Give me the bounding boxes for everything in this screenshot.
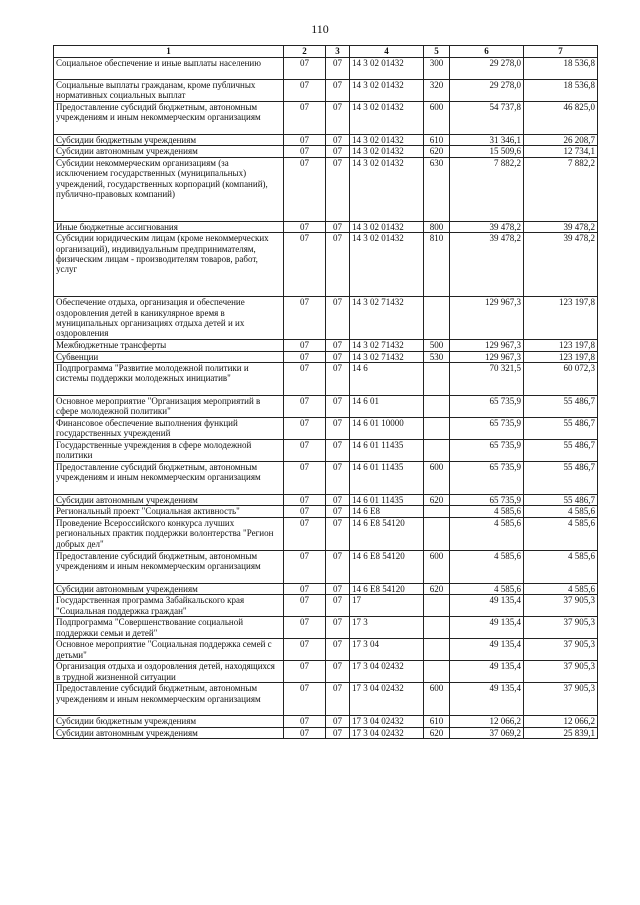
amount-plan: 49 135,4 <box>450 617 524 639</box>
expense-type-code: 610 <box>424 135 450 146</box>
subsection-code: 07 <box>326 683 350 716</box>
target-article-code: 14 6 01 10000 <box>350 418 424 440</box>
target-article-code: 14 6 E8 54120 <box>350 517 424 550</box>
target-article-code: 14 6 01 11435 <box>350 440 424 462</box>
target-article-code: 17 <box>350 595 424 617</box>
amount-plan: 39 478,2 <box>450 221 524 232</box>
target-article-code: 14 6 01 <box>350 396 424 418</box>
row-name: Субсидии автономным учреждениям <box>54 727 284 738</box>
subsection-code: 07 <box>326 396 350 418</box>
subsection-code: 07 <box>326 506 350 517</box>
amount-plan: 4 585,6 <box>450 550 524 583</box>
amount-actual: 4 585,6 <box>524 517 598 550</box>
expense-type-code: 610 <box>424 716 450 727</box>
amount-plan: 49 135,4 <box>450 639 524 661</box>
table-row <box>54 351 598 362</box>
section-code: 07 <box>284 58 326 80</box>
section-code: 07 <box>284 297 326 340</box>
target-article-code: 14 6 E8 <box>350 506 424 517</box>
expense-type-code: 800 <box>424 221 450 232</box>
subsection-code: 07 <box>326 102 350 135</box>
target-article-code: 14 6 <box>350 363 424 396</box>
amount-plan: 12 066,2 <box>450 716 524 727</box>
section-code: 07 <box>284 440 326 462</box>
amount-actual: 7 882,2 <box>524 157 598 221</box>
table-row <box>54 583 598 594</box>
section-code: 07 <box>284 683 326 716</box>
amount-actual: 37 905,3 <box>524 661 598 683</box>
table-row <box>54 233 598 297</box>
amount-actual: 60 072,3 <box>524 363 598 396</box>
amount-plan: 4 585,6 <box>450 517 524 550</box>
expense-type-code <box>424 418 450 440</box>
target-article-code: 17 3 04 02432 <box>350 727 424 738</box>
section-code: 07 <box>284 157 326 221</box>
row-name: Субвенции <box>54 351 284 362</box>
column-header: 3 <box>326 46 350 58</box>
section-code: 07 <box>284 351 326 362</box>
target-article-code: 14 3 02 71432 <box>350 351 424 362</box>
amount-plan: 31 346,1 <box>450 135 524 146</box>
section-code: 07 <box>284 639 326 661</box>
table-row <box>54 418 598 440</box>
section-code: 07 <box>284 146 326 157</box>
section-code: 07 <box>284 506 326 517</box>
section-code: 07 <box>284 583 326 594</box>
row-name: Предоставление субсидий бюджетным, автономным учреждениям и иным некоммерческим организациям <box>54 550 284 583</box>
subsection-code: 07 <box>326 595 350 617</box>
section-code: 07 <box>284 102 326 135</box>
row-name: Организация отдыха и оздоровления детей, находящихся в трудной жизненной ситуации <box>54 661 284 683</box>
section-code: 07 <box>284 617 326 639</box>
amount-actual: 26 208,7 <box>524 135 598 146</box>
table-row <box>54 157 598 221</box>
target-article-code: 17 3 04 <box>350 639 424 661</box>
expense-type-code <box>424 617 450 639</box>
expense-type-code <box>424 440 450 462</box>
target-article-code: 14 3 02 01432 <box>350 157 424 221</box>
section-code: 07 <box>284 340 326 351</box>
expense-type-code: 620 <box>424 495 450 506</box>
amount-actual: 4 585,6 <box>524 506 598 517</box>
table-row <box>54 727 598 738</box>
amount-actual: 55 486,7 <box>524 418 598 440</box>
amount-actual: 18 536,8 <box>524 80 598 102</box>
subsection-code: 07 <box>326 727 350 738</box>
expense-type-code <box>424 297 450 340</box>
column-header: 5 <box>424 46 450 58</box>
target-article-code: 14 3 02 01432 <box>350 102 424 135</box>
amount-plan: 37 069,2 <box>450 727 524 738</box>
expense-type-code: 620 <box>424 727 450 738</box>
amount-actual: 37 905,3 <box>524 683 598 716</box>
row-name: Основное мероприятие "Организация мероприятий в сфере молодежной политики" <box>54 396 284 418</box>
section-code: 07 <box>284 396 326 418</box>
subsection-code: 07 <box>326 617 350 639</box>
target-article-code: 17 3 04 02432 <box>350 661 424 683</box>
table-row <box>54 639 598 661</box>
subsection-code: 07 <box>326 661 350 683</box>
subsection-code: 07 <box>326 716 350 727</box>
target-article-code: 14 3 02 01432 <box>350 146 424 157</box>
section-code: 07 <box>284 595 326 617</box>
row-name: Субсидии юридическим лицам (кроме некоммерческих организаций), индивидуальным предпринимателям, физическим лицам - производителям товаров, работ, услуг <box>54 233 284 297</box>
expense-type-code: 620 <box>424 583 450 594</box>
table-body <box>54 58 598 739</box>
expense-type-code <box>424 595 450 617</box>
table-row <box>54 80 598 102</box>
row-name: Государственная программа Забайкальского края "Социальная поддержка граждан" <box>54 595 284 617</box>
table-row <box>54 297 598 340</box>
expense-type-code: 600 <box>424 462 450 495</box>
table-row <box>54 340 598 351</box>
amount-actual: 55 486,7 <box>524 462 598 495</box>
subsection-code: 07 <box>326 233 350 297</box>
target-article-code: 14 3 02 01432 <box>350 58 424 80</box>
expense-type-code: 600 <box>424 550 450 583</box>
expense-type-code <box>424 506 450 517</box>
subsection-code: 07 <box>326 297 350 340</box>
amount-actual: 4 585,6 <box>524 583 598 594</box>
target-article-code: 14 3 02 01432 <box>350 221 424 232</box>
target-article-code: 14 6 E8 54120 <box>350 583 424 594</box>
amount-actual: 37 905,3 <box>524 639 598 661</box>
expense-type-code <box>424 396 450 418</box>
subsection-code: 07 <box>326 351 350 362</box>
row-name: Предоставление субсидий бюджетным, автономным учреждениям и иным некоммерческим организациям <box>54 683 284 716</box>
row-name: Предоставление субсидий бюджетным, автономным учреждениям и иным некоммерческим организациям <box>54 462 284 495</box>
target-article-code: 17 3 04 02432 <box>350 683 424 716</box>
amount-plan: 39 478,2 <box>450 233 524 297</box>
amount-plan: 129 967,3 <box>450 340 524 351</box>
section-code: 07 <box>284 80 326 102</box>
subsection-code: 07 <box>326 517 350 550</box>
section-code: 07 <box>284 462 326 495</box>
expense-type-code: 630 <box>424 157 450 221</box>
amount-actual: 37 905,3 <box>524 617 598 639</box>
subsection-code: 07 <box>326 550 350 583</box>
row-name: Основное мероприятие "Социальная поддержка семей с детьми" <box>54 639 284 661</box>
amount-plan: 4 585,6 <box>450 583 524 594</box>
amount-plan: 29 278,0 <box>450 80 524 102</box>
subsection-code: 07 <box>326 146 350 157</box>
row-name: Субсидии автономным учреждениям <box>54 495 284 506</box>
subsection-code: 07 <box>326 418 350 440</box>
column-header: 4 <box>350 46 424 58</box>
table-row <box>54 440 598 462</box>
subsection-code: 07 <box>326 58 350 80</box>
row-name: Финансовое обеспечение выполнения функций государственных учреждений <box>54 418 284 440</box>
amount-plan: 129 967,3 <box>450 351 524 362</box>
table-row <box>54 683 598 716</box>
subsection-code: 07 <box>326 221 350 232</box>
expense-type-code: 320 <box>424 80 450 102</box>
row-name: Межбюджетные трансферты <box>54 340 284 351</box>
amount-actual: 55 486,7 <box>524 396 598 418</box>
amount-plan: 4 585,6 <box>450 506 524 517</box>
table-row <box>54 550 598 583</box>
table-row <box>54 506 598 517</box>
table-row <box>54 396 598 418</box>
row-name: Подпрограмма "Развитие молодежной политики и системы поддержки молодежных инициатив" <box>54 363 284 396</box>
row-name: Государственные учреждения в сфере молодежной политики <box>54 440 284 462</box>
expense-type-code: 620 <box>424 146 450 157</box>
row-name: Субсидии бюджетным учреждениям <box>54 135 284 146</box>
target-article-code: 14 3 02 01432 <box>350 135 424 146</box>
row-name: Предоставление субсидий бюджетным, автономным учреждениям и иным некоммерческим организациям <box>54 102 284 135</box>
expense-type-code <box>424 517 450 550</box>
expense-type-code: 600 <box>424 683 450 716</box>
subsection-code: 07 <box>326 80 350 102</box>
table-row <box>54 517 598 550</box>
amount-plan: 65 735,9 <box>450 440 524 462</box>
table-row <box>54 595 598 617</box>
target-article-code: 14 3 02 01432 <box>350 80 424 102</box>
expense-type-code: 300 <box>424 58 450 80</box>
header-row <box>54 46 598 58</box>
row-name: Подпрограмма "Совершенствование социальной поддержки семьи и детей" <box>54 617 284 639</box>
amount-actual: 39 478,2 <box>524 221 598 232</box>
row-name: Субсидии бюджетным учреждениям <box>54 716 284 727</box>
table-row <box>54 58 598 80</box>
column-header: 2 <box>284 46 326 58</box>
target-article-code: 17 3 <box>350 617 424 639</box>
amount-actual: 12 734,1 <box>524 146 598 157</box>
target-article-code: 14 6 E8 54120 <box>350 550 424 583</box>
amount-plan: 70 321,5 <box>450 363 524 396</box>
budget-table <box>53 45 598 739</box>
expense-type-code: 500 <box>424 340 450 351</box>
section-code: 07 <box>284 550 326 583</box>
amount-plan: 49 135,4 <box>450 683 524 716</box>
amount-actual: 123 197,8 <box>524 351 598 362</box>
subsection-code: 07 <box>326 583 350 594</box>
amount-actual: 25 839,1 <box>524 727 598 738</box>
target-article-code: 14 3 02 71432 <box>350 340 424 351</box>
page-number: 110 <box>311 22 329 36</box>
amount-plan: 15 509,6 <box>450 146 524 157</box>
row-name: Субсидии автономным учреждениям <box>54 146 284 157</box>
subsection-code: 07 <box>326 363 350 396</box>
table-row <box>54 495 598 506</box>
section-code: 07 <box>284 495 326 506</box>
section-code: 07 <box>284 716 326 727</box>
expense-type-code <box>424 639 450 661</box>
expense-type-code: 530 <box>424 351 450 362</box>
amount-actual: 37 905,3 <box>524 595 598 617</box>
amount-actual: 55 486,7 <box>524 495 598 506</box>
target-article-code: 14 6 01 11435 <box>350 495 424 506</box>
amount-actual: 123 197,8 <box>524 297 598 340</box>
subsection-code: 07 <box>326 440 350 462</box>
table-row <box>54 146 598 157</box>
target-article-code: 14 3 02 71432 <box>350 297 424 340</box>
target-article-code: 17 3 04 02432 <box>350 716 424 727</box>
section-code: 07 <box>284 727 326 738</box>
amount-actual: 39 478,2 <box>524 233 598 297</box>
column-header: 1 <box>54 46 284 58</box>
amount-plan: 129 967,3 <box>450 297 524 340</box>
table-row <box>54 135 598 146</box>
subsection-code: 07 <box>326 639 350 661</box>
table-row <box>54 363 598 396</box>
amount-actual: 46 825,0 <box>524 102 598 135</box>
amount-plan: 65 735,9 <box>450 396 524 418</box>
section-code: 07 <box>284 363 326 396</box>
row-name: Субсидии автономным учреждениям <box>54 583 284 594</box>
amount-plan: 65 735,9 <box>450 495 524 506</box>
amount-actual: 12 066,2 <box>524 716 598 727</box>
amount-plan: 7 882,2 <box>450 157 524 221</box>
row-name: Обеспечение отдыха, организация и обеспечение оздоровления детей в каникулярное время в муниципальных организациях отдыха детей и их оздоровления <box>54 297 284 340</box>
amount-plan: 49 135,4 <box>450 661 524 683</box>
amount-actual: 4 585,6 <box>524 550 598 583</box>
row-name: Социальное обеспечение и иные выплаты населению <box>54 58 284 80</box>
expense-type-code: 600 <box>424 102 450 135</box>
table-row <box>54 661 598 683</box>
table-row <box>54 102 598 135</box>
section-code: 07 <box>284 233 326 297</box>
subsection-code: 07 <box>326 135 350 146</box>
amount-plan: 54 737,8 <box>450 102 524 135</box>
section-code: 07 <box>284 418 326 440</box>
amount-actual: 55 486,7 <box>524 440 598 462</box>
amount-plan: 65 735,9 <box>450 418 524 440</box>
amount-plan: 65 735,9 <box>450 462 524 495</box>
target-article-code: 14 6 01 11435 <box>350 462 424 495</box>
table-row <box>54 617 598 639</box>
row-name: Проведение Всероссийского конкурса лучших региональных практик поддержки волонтерства "Регион добрых дел" <box>54 517 284 550</box>
subsection-code: 07 <box>326 340 350 351</box>
subsection-code: 07 <box>326 157 350 221</box>
subsection-code: 07 <box>326 495 350 506</box>
table-row <box>54 221 598 232</box>
target-article-code: 14 3 02 01432 <box>350 233 424 297</box>
column-header: 6 <box>450 46 524 58</box>
amount-plan: 49 135,4 <box>450 595 524 617</box>
subsection-code: 07 <box>326 462 350 495</box>
section-code: 07 <box>284 135 326 146</box>
row-name: Социальные выплаты гражданам, кроме публичных нормативных социальных выплат <box>54 80 284 102</box>
table-row <box>54 462 598 495</box>
section-code: 07 <box>284 221 326 232</box>
section-code: 07 <box>284 517 326 550</box>
expense-type-code: 810 <box>424 233 450 297</box>
expense-type-code <box>424 363 450 396</box>
row-name: Субсидии некоммерческим организациям (за исключением государственных (муниципальных) учреждений, государственных корпораций (компаний), публично-правовых компаний) <box>54 157 284 221</box>
row-name: Региональный проект "Социальная активность" <box>54 506 284 517</box>
table-row <box>54 716 598 727</box>
amount-actual: 18 536,8 <box>524 58 598 80</box>
section-code: 07 <box>284 661 326 683</box>
amount-plan: 29 278,0 <box>450 58 524 80</box>
expense-type-code <box>424 661 450 683</box>
column-header: 7 <box>524 46 598 58</box>
row-name: Иные бюджетные ассигнования <box>54 221 284 232</box>
amount-actual: 123 197,8 <box>524 340 598 351</box>
